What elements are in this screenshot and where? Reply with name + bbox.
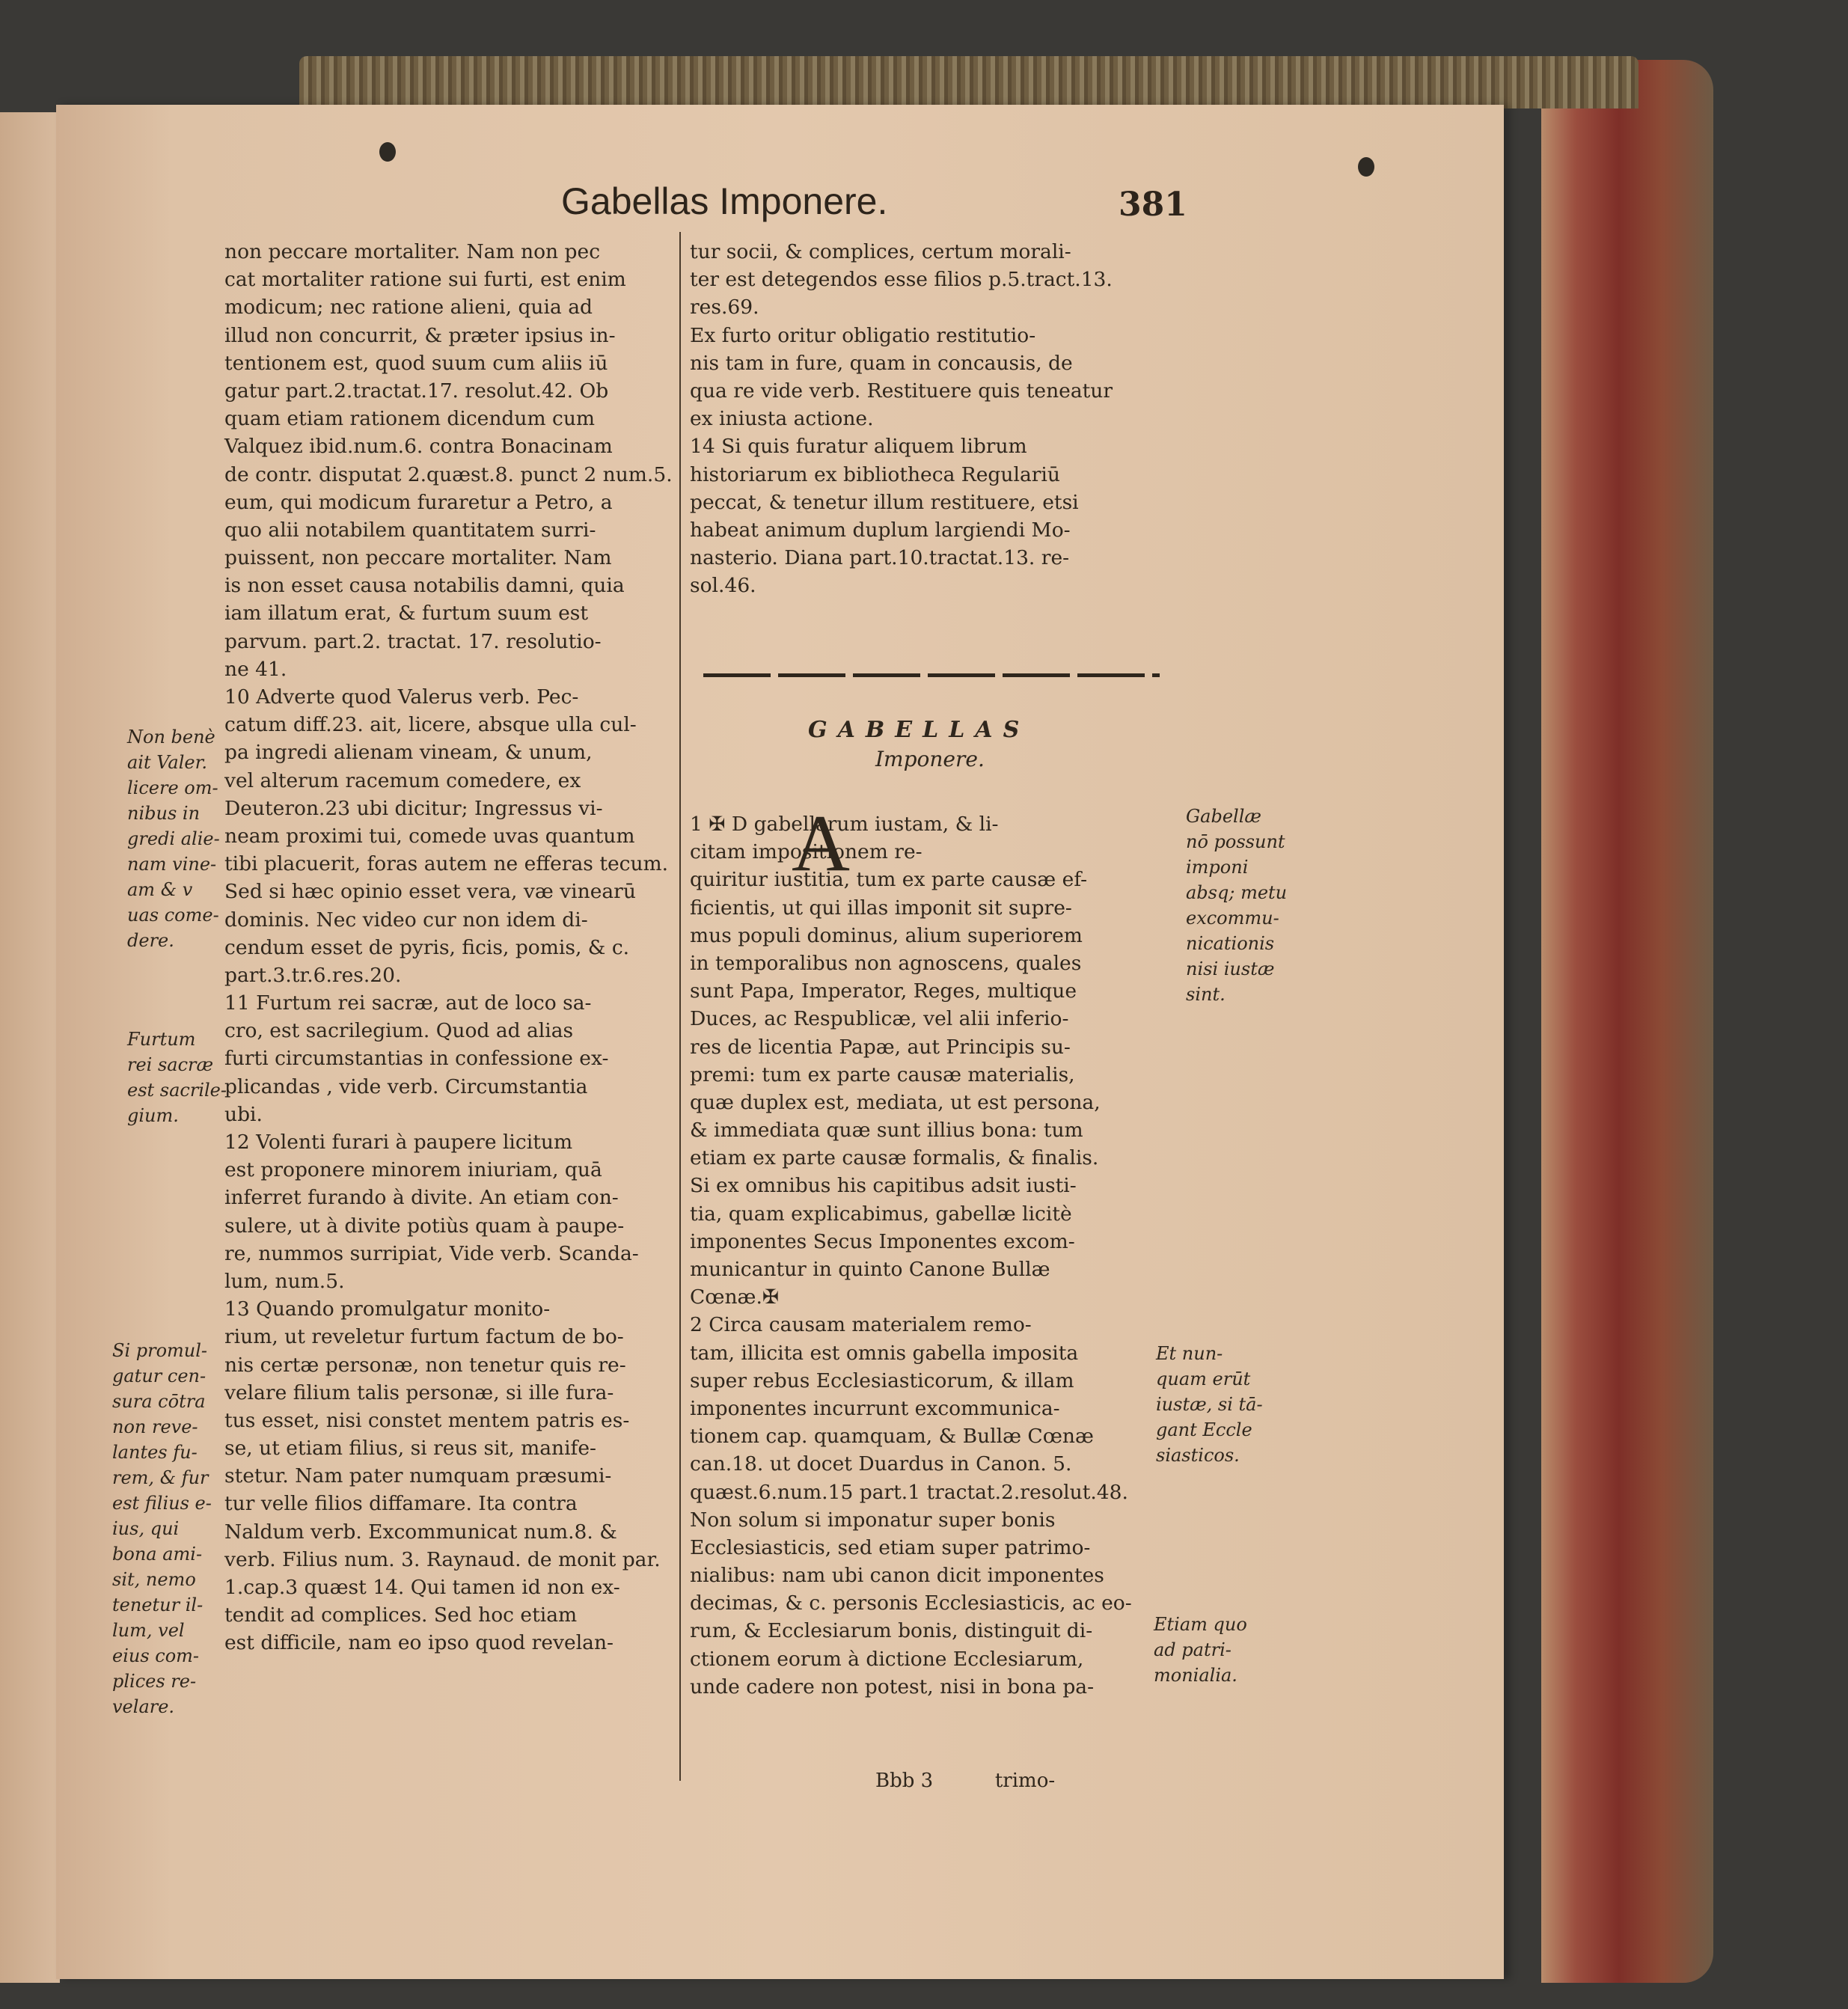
margin-note-line: monialia. — [1154, 1665, 1237, 1686]
margin-note-line: Si promul- — [112, 1340, 208, 1361]
text-line: vel alterum racemum comedere, ex — [224, 768, 581, 792]
text-line: etiam ex parte causæ formalis, & finalis. — [690, 1146, 1099, 1170]
text-line: quæ duplex est, mediata, ut est persona, — [690, 1090, 1101, 1114]
margin-note-line: sura cōtra — [112, 1391, 206, 1412]
text-line: mus populi dominus, alium superiorem — [690, 923, 1083, 947]
text-line: puissent, non peccare mortaliter. Nam — [224, 546, 612, 570]
text-line: 10 Adverte quod Valerus verb. Pec- — [224, 685, 579, 709]
text-line: pa ingredi alienam vineam, & unum, — [224, 741, 593, 765]
text-line: sol.46. — [690, 574, 756, 598]
margin-note-line: licere om- — [127, 777, 218, 798]
text-line: Valquez ibid.num.6. contra Bonacinam — [224, 435, 613, 459]
text-line: unde cadere non potest, nisi in bona pa- — [690, 1675, 1095, 1698]
text-line: gatur part.2.tractat.17. resolut.42. Ob — [224, 379, 609, 403]
margin-note-line: quam erūt — [1156, 1369, 1251, 1389]
text-line: res.69. — [690, 296, 759, 319]
margin-note-line: Et nun- — [1156, 1343, 1223, 1364]
text-line: tia, quam explicabimus, gabellæ licitè — [690, 1202, 1072, 1226]
margin-note-line: gium. — [127, 1105, 179, 1126]
text-line: 2 Circa causam materialem remo- — [690, 1313, 1032, 1337]
text-line: quam etiam rationem dicendum cum — [224, 407, 596, 431]
text-line: est difficile, nam eo ipso quod revelan- — [224, 1631, 614, 1655]
text-line: furti circumstantias in confessione ex- — [224, 1047, 609, 1071]
text-line: illud non concurrit, & præter ipsius in- — [224, 323, 616, 347]
text-line: nialibus: nam ubi canon dicit imponentes — [690, 1564, 1104, 1588]
margin-note-line: rei sacræ — [127, 1054, 214, 1075]
margin-note-line: am & v — [127, 879, 193, 900]
margin-note-line: est sacrile- — [127, 1080, 227, 1101]
text-line: ficientis, ut qui illas imponit sit supre- — [690, 896, 1072, 920]
margin-note-line: Non benè — [127, 727, 215, 747]
left-column — [224, 238, 673, 1657]
margin-note-left — [112, 1338, 212, 1719]
text-line: non peccare mortaliter. Nam non pec — [224, 240, 601, 263]
text-line: tur socii, & complices, certum morali- — [690, 240, 1071, 263]
text-line: 11 Furtum rei sacræ, aut de loco sa- — [224, 991, 592, 1015]
text-line: nis certæ personæ, non tenetur quis re- — [224, 1353, 626, 1377]
text-line: tam, illicita est omnis gabella imposita — [690, 1341, 1079, 1365]
text-line: sunt Papa, Imperator, Reges, multique — [690, 979, 1077, 1003]
text-line: tionem cap. quamquam, & Bullæ Cœnæ — [690, 1425, 1094, 1449]
text-line: iam illatum erat, & furtum suum est — [224, 602, 589, 626]
margin-note-right — [1186, 804, 1287, 1007]
text-line: plicandas , vide verb. Circumstantia — [224, 1074, 588, 1098]
margin-note-line: ait Valer. — [127, 752, 208, 773]
text-line: cat mortaliter ratione sui furti, est enim — [224, 268, 626, 292]
margin-note-line: Gabellæ — [1186, 806, 1261, 827]
text-line: in temporalibus non agnoscens, quales — [690, 951, 1082, 975]
text-line: ter est detegendos esse filios p.5.tract.13. — [690, 268, 1113, 292]
text-line: re, nummos surripiat, Vide verb. Scanda- — [224, 1241, 639, 1265]
margin-note-line: nicationis — [1186, 933, 1275, 954]
text-line: 1 ✠ D gabellarum iustam, & li- — [690, 813, 999, 836]
margin-note-line: Etiam quo — [1154, 1614, 1247, 1635]
text-line: Sed si hæc opinio esset vera, væ vinearū — [224, 880, 636, 904]
text-line: ubi. — [224, 1102, 263, 1126]
text-line: de contr. disputat 2.quæst.8. punct 2 num.5. — [224, 462, 673, 486]
column-rule — [679, 232, 681, 1781]
text-line: Deuteron.23 ubi dicitur; Ingressus vi- — [224, 796, 603, 820]
text-line: is non esset causa notabilis damni, quia — [224, 574, 625, 598]
margin-note-line: nam vine- — [127, 854, 217, 875]
text-line: habeat animum duplum largiendi Mo- — [690, 518, 1071, 542]
text-line: 1.cap.3 quæst 14. Qui tamen id non ex- — [224, 1576, 620, 1599]
text-line: modicum; nec ratione alieni, quia ad — [224, 296, 593, 319]
text-line: tentionem est, quod suum cum aliis iū — [224, 351, 608, 375]
text-line: tur velle filios diffamare. Ita contra — [224, 1492, 578, 1516]
text-line: can.18. ut docet Duardus in Canon. 5. — [690, 1452, 1072, 1476]
text-line: verb. Filius num. 3. Raynaud. de monit par. — [224, 1547, 661, 1571]
text-line: ctionem eorum à dictione Ecclesiarum, — [690, 1647, 1084, 1671]
margin-note-line: nisi iustæ — [1186, 958, 1275, 979]
text-line: neam proximi tui, comede uvas quantum — [224, 824, 635, 848]
signature-catchword: Bbb 3 trimo- — [875, 1770, 1056, 1792]
text-line: tus esset, nisi constet mentem patris es- — [224, 1408, 630, 1432]
text-line: inferret furando à divite. An etiam con- — [224, 1186, 619, 1210]
text-line: Naldum verb. Excommunicat num.8. & — [224, 1520, 617, 1544]
text-line: se, ut etiam filius, si reus sit, manife- — [224, 1437, 596, 1461]
text-line: res de licentia Papæ, aut Principis su- — [690, 1035, 1071, 1059]
text-line: 14 Si quis furatur aliquem librum — [690, 435, 1027, 459]
text-line: cendum esset de pyris, ficis, pomis, & c. — [224, 935, 630, 959]
text-line: eum, qui modicum furaretur a Petro, a — [224, 490, 613, 514]
margin-note-line: gant Eccle — [1156, 1419, 1252, 1440]
margin-note-line: nibus in — [127, 803, 201, 824]
text-line: tendit ad complices. Sed hoc etiam — [224, 1603, 578, 1627]
margin-note-line: gredi alie- — [127, 828, 220, 849]
margin-note-line: plices re- — [112, 1671, 197, 1692]
text-line: Si ex omnibus his capitibus adsit iusti- — [690, 1174, 1077, 1198]
text-line: tibi placuerit, foras autem ne efferas tecum. — [224, 852, 669, 876]
text-line: est proponere minorem iniuriam, quā — [224, 1158, 602, 1182]
margin-note-right — [1156, 1341, 1263, 1468]
text-line: lum, num.5. — [224, 1269, 345, 1293]
margin-note-line: ius, qui — [112, 1518, 180, 1539]
margin-note-line: lum, vel — [112, 1620, 185, 1641]
text-line: catum diff.23. ait, licere, absque ulla cul- — [224, 713, 637, 737]
right-column-body — [690, 810, 1132, 1701]
text-line: cro, est sacrilegium. Quod ad alias — [224, 1019, 574, 1043]
running-head: Gabellas Imponere. — [561, 180, 888, 222]
margin-note-line: iustæ, si tā- — [1156, 1394, 1263, 1415]
text-line: premi: tum ex parte causæ materialis, — [690, 1062, 1075, 1086]
text-line: sulere, ut à divite potiùs quam à paupe- — [224, 1214, 625, 1238]
text-line: velare filium talis personæ, si ille fura- — [224, 1380, 614, 1404]
right-column-top — [690, 238, 1113, 599]
margin-note-line: siasticos. — [1156, 1445, 1240, 1466]
text-line: municantur in quinto Canone Bullæ — [690, 1258, 1050, 1281]
text-line: imponentes incurrunt excommunica- — [690, 1396, 1060, 1420]
facing-page — [0, 112, 60, 1983]
margin-note-line: Furtum — [127, 1029, 196, 1050]
text-line: & immediata quæ sunt illius bona: tum — [690, 1119, 1083, 1143]
section-divider — [703, 673, 1160, 677]
margin-note-line: gatur cen- — [112, 1366, 206, 1386]
headband — [299, 56, 1639, 108]
margin-note-line: sit, nemo — [112, 1569, 196, 1590]
margin-note-left — [127, 1027, 227, 1128]
text-line: quæst.6.num.15 part.1 tractat.2.resolut.48. — [690, 1480, 1128, 1504]
margin-note-right — [1154, 1612, 1247, 1688]
text-line: citam impositionem re- — [690, 840, 923, 864]
drop-cap: A — [792, 799, 850, 888]
page-hole — [379, 142, 396, 162]
text-line: peccat, & tenetur illum restituere, etsi — [690, 490, 1079, 514]
text-line: Ecclesiasticis, sed etiam super patrimo- — [690, 1535, 1091, 1559]
text-line: Ex furto oritur obligatio restitutio- — [690, 323, 1036, 347]
text-line: quiritur iustitia, tum ex parte causæ ef- — [690, 868, 1088, 892]
margin-note-line: excommu- — [1186, 908, 1279, 929]
margin-note-line: sint. — [1186, 984, 1226, 1005]
text-line: stetur. Nam pater numquam præsumi- — [224, 1464, 612, 1488]
text-line: decimas, & c. personis Ecclesiasticis, ac eo- — [690, 1591, 1132, 1615]
text-line: Duces, ac Respublicæ, vel alii inferio- — [690, 1007, 1069, 1031]
margin-note-line: rem, & fur — [112, 1467, 209, 1488]
text-line: 13 Quando promulgatur monito- — [224, 1297, 551, 1321]
text-line: parvum. part.2. tractat. 17. resolutio- — [224, 629, 602, 653]
margin-note-line: imponi — [1186, 857, 1249, 878]
text-line: nasterio. Diana part.10.tractat.13. re- — [690, 546, 1070, 570]
margin-note-line: est filius e- — [112, 1493, 212, 1514]
text-line: 12 Volenti furari à paupere licitum — [224, 1131, 573, 1154]
text-line: qua re vide verb. Restituere quis teneatur — [690, 379, 1113, 403]
text-line: part.3.tr.6.res.20. — [224, 963, 402, 987]
margin-note-line: lantes fu- — [112, 1442, 198, 1463]
text-line: Cœnæ.✠ — [690, 1285, 780, 1309]
page-edges — [1541, 60, 1713, 1983]
text-line: ne 41. — [224, 657, 287, 681]
margin-note-left — [127, 724, 220, 953]
text-line: super rebus Ecclesiasticorum, & illam — [690, 1369, 1074, 1392]
margin-note-line: absq; metu — [1186, 882, 1288, 903]
margin-note-line: dere. — [127, 930, 174, 951]
text-line: dominis. Nec video cur non idem di- — [224, 908, 588, 932]
margin-note-line: eius com- — [112, 1645, 200, 1666]
margin-note-line: nō possunt — [1186, 831, 1285, 852]
text-line: rum, & Ecclesiarum bonis, distinguit di- — [690, 1619, 1093, 1643]
text-line: Non solum si imponatur super bonis — [690, 1508, 1056, 1532]
margin-note-line: uas come- — [127, 905, 219, 926]
margin-note-line: non reve- — [112, 1416, 198, 1437]
margin-note-line: velare. — [112, 1696, 175, 1717]
page-hole — [1358, 157, 1374, 177]
text-line: nis tam in fure, quam in concausis, de — [690, 351, 1073, 375]
text-line: quo alii notabilem quantitatem surri- — [224, 518, 596, 542]
margin-note-line: bona ami- — [112, 1544, 203, 1565]
section-title: GABELLAS — [808, 717, 1030, 743]
margin-note-line: ad patri- — [1154, 1639, 1232, 1660]
page-number: 381 — [1119, 186, 1187, 224]
text-line: ex iniusta actione. — [690, 407, 874, 431]
margin-note-line: tenetur il- — [112, 1594, 204, 1615]
text-line: rium, ut reveletur furtum factum de bo- — [224, 1325, 624, 1349]
section-subtitle: Imponere. — [875, 747, 985, 771]
text-line: imponentes Secus Imponentes excom- — [690, 1229, 1075, 1253]
text-line: historiarum ex bibliotheca Regulariū — [690, 462, 1060, 486]
